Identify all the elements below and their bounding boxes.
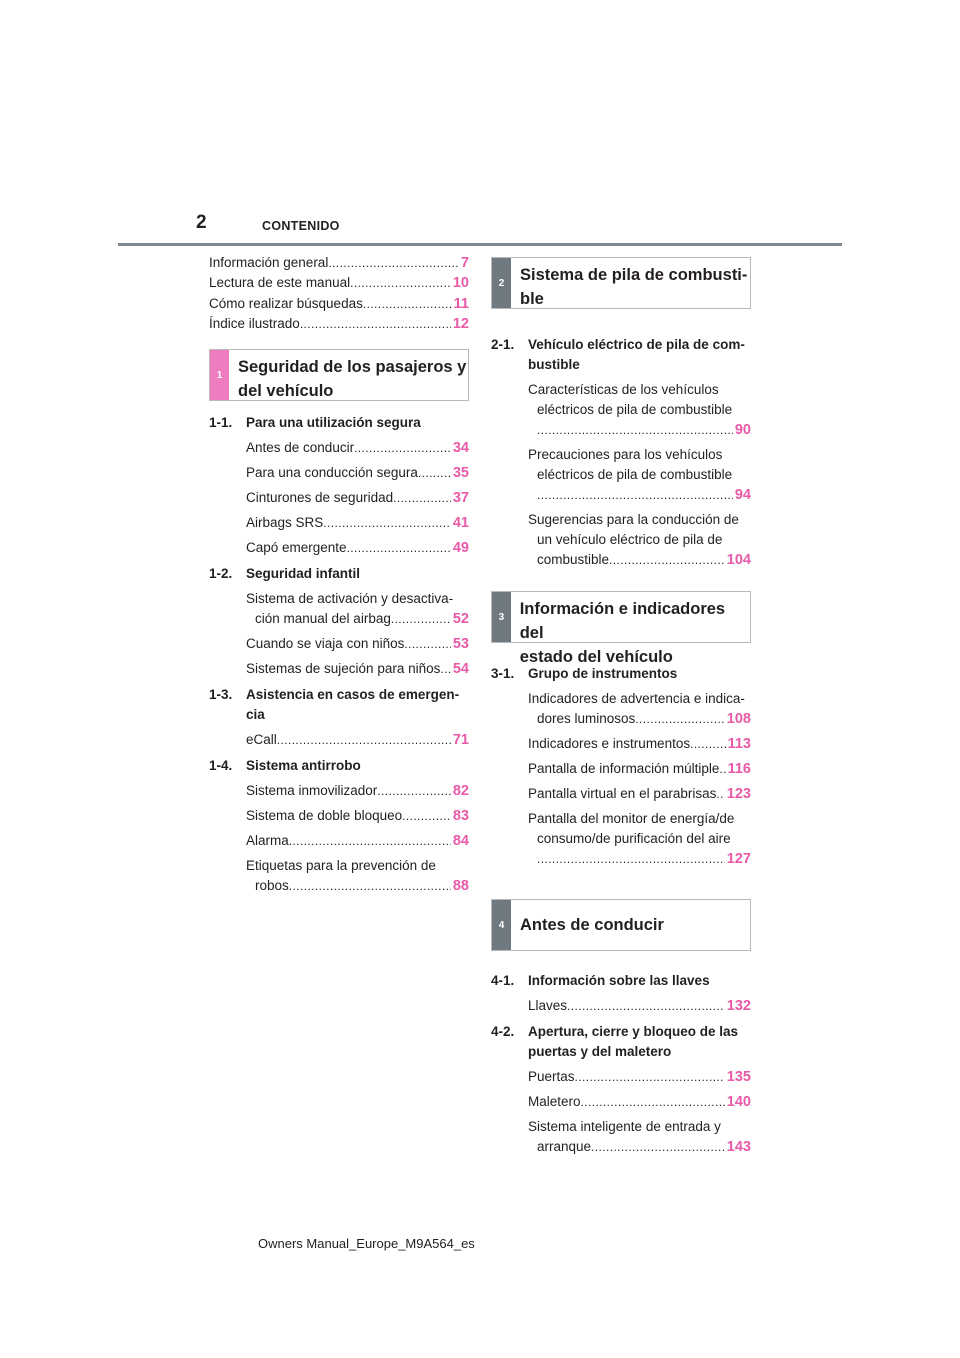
- section-title-line: ble: [520, 290, 544, 308]
- toc-entry-label: Antes de conducir: [246, 440, 355, 456]
- leader-dots: [418, 463, 451, 483]
- toc-entry-label: eCall: [246, 732, 277, 748]
- toc-intro-entry[interactable]: [209, 294, 469, 314]
- toc-group-heading: [209, 756, 469, 776]
- page-link[interactable]: 41: [452, 515, 469, 532]
- toc-entry-last-line[interactable]: [246, 438, 469, 458]
- page-link[interactable]: 132: [726, 998, 751, 1014]
- toc-entry-label: arranque: [537, 1139, 592, 1154]
- section-header[interactable]: [491, 899, 751, 951]
- group-title-line: bustible: [528, 357, 580, 372]
- toc-entry-last-line[interactable]: [246, 513, 469, 533]
- page-link[interactable]: 10: [452, 275, 469, 292]
- leader-dots: [440, 659, 451, 679]
- toc-entry-line: Precauciones para los vehículos: [528, 447, 723, 462]
- section-tab: 3: [492, 592, 511, 642]
- group-title-line: cia: [246, 707, 265, 723]
- toc-entry[interactable]: [246, 659, 469, 679]
- toc-entry-last-line[interactable]: [528, 759, 751, 779]
- toc-entry-last-line[interactable]: [246, 806, 469, 826]
- section-title-line: del vehículo: [238, 382, 334, 401]
- toc-column-right: [491, 257, 751, 1157]
- toc-entry-label: Maletero: [528, 1094, 581, 1109]
- toc-entry[interactable]: [246, 806, 469, 826]
- page-link[interactable]: 108: [726, 711, 751, 727]
- group-title-line: Información sobre las llaves: [528, 973, 710, 988]
- toc-entry[interactable]: [528, 1067, 751, 1087]
- toc-entry-last-line[interactable]: [246, 488, 469, 508]
- toc-entry-line: Etiquetas para la prevención de: [246, 858, 436, 874]
- leader-dots: [402, 806, 451, 826]
- leader-dots: [289, 876, 451, 896]
- page-link[interactable]: 94: [734, 487, 751, 503]
- page-link[interactable]: 104: [726, 552, 751, 568]
- section-title-line: Antes de conducir: [520, 916, 664, 934]
- page-link[interactable]: 54: [452, 661, 469, 678]
- toc-entry[interactable]: [246, 856, 469, 896]
- section-header[interactable]: [209, 349, 469, 401]
- toc-entry-line: Sistema de activación y desactiva-: [246, 591, 454, 607]
- toc-entry-line: eléctricos de pila de combustible: [537, 402, 733, 417]
- leader-dots: [347, 538, 451, 558]
- toc-entry-last-line[interactable]: [528, 709, 751, 729]
- page-link[interactable]: 140: [726, 1094, 751, 1110]
- toc-entry[interactable]: [528, 809, 751, 869]
- toc-entry[interactable]: [246, 488, 469, 508]
- section-title-line: estado del vehículo: [519, 648, 673, 666]
- page-link[interactable]: 127: [726, 851, 751, 867]
- toc-entry-last-line[interactable]: [528, 784, 751, 804]
- toc-entry[interactable]: [246, 438, 469, 458]
- group-number: 1-4.: [209, 758, 233, 774]
- page-link[interactable]: 49: [452, 540, 469, 557]
- toc-intro-entry[interactable]: [209, 253, 469, 273]
- toc-entry-last-line[interactable]: [528, 1137, 751, 1157]
- toc-entry-line: Características de los vehículos: [528, 382, 719, 397]
- toc-entry[interactable]: [246, 634, 469, 654]
- toc-entry[interactable]: [246, 589, 469, 629]
- group-title-line: Sistema antirrobo: [246, 758, 361, 774]
- section-title-line: Sistema de pila de combusti-: [520, 266, 748, 284]
- toc-entry-label: Indicadores e instrumentos: [528, 736, 691, 751]
- section-header[interactable]: [491, 591, 751, 666]
- toc-entry-label: Cuando se viaja con niños: [246, 636, 405, 652]
- group-number: 1-3.: [209, 687, 233, 703]
- page-number: 2: [196, 212, 207, 233]
- toc-group-heading: [209, 685, 469, 725]
- leader-dots: [289, 831, 451, 851]
- toc-entry[interactable]: [528, 1092, 751, 1112]
- group-title: [528, 1022, 751, 1062]
- page-link[interactable]: 113: [727, 736, 751, 752]
- toc-entry-last-line[interactable]: [528, 485, 751, 505]
- section-header[interactable]: [491, 257, 751, 309]
- leader-dots: [363, 294, 452, 314]
- toc-entry-label: ción manual del airbag: [255, 611, 391, 627]
- section-tab: 2: [492, 258, 511, 308]
- toc-entry-label: Alarma: [246, 833, 289, 849]
- page-link[interactable]: 11: [453, 295, 469, 312]
- toc-entry-label: Pantalla virtual en el parabrisas: [528, 786, 717, 801]
- toc-entry-label: Sistema inmovilizador: [246, 783, 378, 799]
- section-title: [511, 592, 750, 666]
- toc-entry-label: Airbags SRS: [246, 515, 324, 531]
- toc-entry-label: Cinturones de seguridad: [246, 490, 394, 506]
- group-number: 4-2.: [491, 1024, 515, 1039]
- page-link[interactable]: 90: [734, 422, 751, 438]
- group-title: [246, 564, 469, 584]
- group-title-line: Asistencia en casos de emergen-: [246, 687, 460, 703]
- page-link[interactable]: 35: [452, 465, 469, 482]
- toc-entry-last-line[interactable]: [528, 734, 751, 754]
- toc-entry-last-line[interactable]: [528, 550, 751, 570]
- section-title: [511, 900, 664, 950]
- group-title: [246, 756, 469, 776]
- leader-dots: [609, 550, 725, 570]
- section-title-line: Seguridad de los pasajeros y: [238, 358, 467, 377]
- page-link[interactable]: 71: [452, 732, 469, 749]
- page-link[interactable]: 83: [452, 808, 469, 825]
- toc-group-heading: [491, 335, 751, 375]
- leader-dots: [377, 781, 451, 801]
- page-header-title: CONTENIDO: [262, 219, 340, 233]
- toc-entry-last-line[interactable]: [246, 876, 469, 896]
- leader-dots: [328, 253, 459, 273]
- leader-dots: [277, 730, 451, 750]
- section-title-line: Información e indicadores del: [519, 600, 726, 642]
- toc-entry-label: dores luminosos: [537, 711, 636, 726]
- toc-entry-line: Pantalla del monitor de energía/de: [528, 811, 735, 826]
- toc-entry-label: Capó emergente: [246, 540, 347, 556]
- toc-entry-last-line[interactable]: [528, 1092, 751, 1112]
- page-link[interactable]: 135: [726, 1069, 751, 1085]
- toc-entry-label: Información general: [209, 255, 329, 270]
- toc-entry[interactable]: [528, 380, 751, 440]
- toc-entry-last-line[interactable]: [246, 463, 469, 483]
- toc-entry[interactable]: [528, 1117, 751, 1157]
- toc-entry[interactable]: [528, 689, 751, 729]
- toc-entry[interactable]: [246, 463, 469, 483]
- toc-entry-label: combustible: [537, 552, 610, 567]
- page-link[interactable]: 84: [452, 833, 469, 850]
- page-link[interactable]: 123: [726, 786, 751, 802]
- group-title-line: Para una utilización segura: [246, 415, 421, 431]
- header-rule: [118, 243, 842, 246]
- section-tab: 4: [492, 900, 511, 950]
- leader-dots: [537, 485, 733, 505]
- toc-entry-last-line[interactable]: [528, 420, 751, 440]
- toc-entry[interactable]: [246, 831, 469, 851]
- toc-entry-label: Sistemas de sujeción para niños: [246, 661, 441, 677]
- toc-entry-line: consumo/de purificación del aire: [537, 831, 731, 846]
- section-title: [229, 350, 466, 400]
- leader-dots: [537, 420, 733, 440]
- section-title: [511, 258, 747, 308]
- group-title: [246, 413, 469, 433]
- toc-entry[interactable]: [528, 759, 751, 779]
- group-title-line: Seguridad infantil: [246, 566, 361, 582]
- group-title-line: Vehículo eléctrico de pila de com-: [528, 337, 745, 352]
- page-link[interactable]: 12: [452, 315, 469, 332]
- leader-dots: [575, 1067, 725, 1087]
- toc-entry-line: Sistema inteligente de entrada y: [528, 1119, 721, 1134]
- toc-entry-label: robos: [255, 878, 289, 894]
- toc-entry-label: Llaves: [528, 998, 568, 1013]
- page-link[interactable]: 88: [452, 878, 469, 895]
- toc-entry-line: Sugerencias para la conducción de: [528, 512, 739, 527]
- toc-entry[interactable]: [246, 781, 469, 801]
- toc-entry-last-line[interactable]: [246, 781, 469, 801]
- leader-dots: [635, 709, 725, 729]
- page-link[interactable]: 37: [452, 490, 469, 507]
- toc-entry-last-line[interactable]: [246, 634, 469, 654]
- leader-dots: [404, 634, 451, 654]
- leader-dots: [537, 849, 725, 869]
- leader-dots: [393, 488, 451, 508]
- toc-entry-line: eléctricos de pila de combustible: [537, 467, 733, 482]
- toc-entry-last-line[interactable]: [528, 1067, 751, 1087]
- leader-dots: [567, 996, 725, 1016]
- toc-intro-entry[interactable]: [209, 273, 469, 293]
- group-title-line: Grupo de instrumentos: [528, 666, 678, 681]
- toc-entry-last-line[interactable]: [246, 659, 469, 679]
- page-link[interactable]: 82: [452, 783, 469, 800]
- toc-entry-last-line[interactable]: [528, 849, 751, 869]
- leader-dots: [591, 1137, 725, 1157]
- toc-entry-last-line[interactable]: [246, 538, 469, 558]
- page-link[interactable]: 34: [452, 440, 469, 457]
- leader-dots: [350, 273, 451, 293]
- toc-intro-entry[interactable]: [209, 314, 469, 334]
- toc-entry-last-line[interactable]: [246, 609, 469, 629]
- leader-dots: [690, 734, 726, 754]
- leader-dots: [354, 438, 451, 458]
- toc-group-heading: [491, 1022, 751, 1062]
- page-link[interactable]: 7: [460, 255, 469, 271]
- toc-entry[interactable]: [528, 734, 751, 754]
- group-title: [246, 685, 469, 725]
- toc-entry-line: un vehículo eléctrico de pila de: [537, 532, 723, 547]
- group-number: 2-1.: [491, 337, 515, 352]
- group-number: 4-1.: [491, 973, 515, 988]
- toc-entry[interactable]: [246, 538, 469, 558]
- group-title-line: Apertura, cierre y bloqueo de las: [528, 1024, 739, 1039]
- footer-doc-id: Owners Manual_Europe_M9A564_es: [258, 1236, 475, 1251]
- page-link[interactable]: 143: [726, 1139, 751, 1155]
- toc-entry-last-line[interactable]: [246, 730, 469, 750]
- leader-dots: [391, 609, 451, 629]
- group-number: 1-1.: [209, 415, 233, 431]
- toc-entry[interactable]: [246, 730, 469, 750]
- leader-dots: [300, 314, 451, 334]
- toc-entry[interactable]: [246, 513, 469, 533]
- toc-entry-label: Lectura de este manual: [209, 275, 351, 291]
- toc-entry[interactable]: [528, 996, 751, 1016]
- toc-group-heading: [209, 413, 469, 433]
- toc-entry[interactable]: [528, 510, 751, 570]
- toc-entry-label: Sistema de doble bloqueo: [246, 808, 403, 824]
- toc-column-left: [209, 253, 469, 896]
- group-title-line: puertas y del maletero: [528, 1044, 672, 1059]
- group-number: 3-1.: [491, 666, 515, 681]
- toc-entry-label: Pantalla de información múltiple: [528, 761, 720, 776]
- toc-entry-line: Indicadores de advertencia e indica-: [528, 691, 745, 706]
- leader-dots: [716, 784, 724, 804]
- group-title: [528, 971, 751, 991]
- page-link[interactable]: 116: [727, 761, 751, 777]
- leader-dots: [323, 513, 451, 533]
- toc-group-heading: [209, 564, 469, 584]
- group-number: 1-2.: [209, 566, 233, 582]
- toc-entry-label: Puertas: [528, 1069, 575, 1084]
- toc-entry[interactable]: [528, 445, 751, 505]
- toc-entry-last-line[interactable]: [528, 996, 751, 1016]
- page-link[interactable]: 52: [452, 611, 469, 628]
- page-link[interactable]: 53: [452, 636, 469, 653]
- toc-entry-label: Índice ilustrado: [209, 315, 300, 331]
- toc-entry[interactable]: [528, 784, 751, 804]
- group-title: [528, 335, 751, 375]
- toc-entry-label: Para una conducción segura: [246, 465, 418, 481]
- leader-dots: [581, 1092, 725, 1112]
- section-tab: 1: [210, 350, 229, 400]
- toc-entry-last-line[interactable]: [246, 831, 469, 851]
- toc-group-heading: [491, 971, 751, 991]
- toc-entry-label: Cómo realizar búsquedas: [209, 295, 363, 311]
